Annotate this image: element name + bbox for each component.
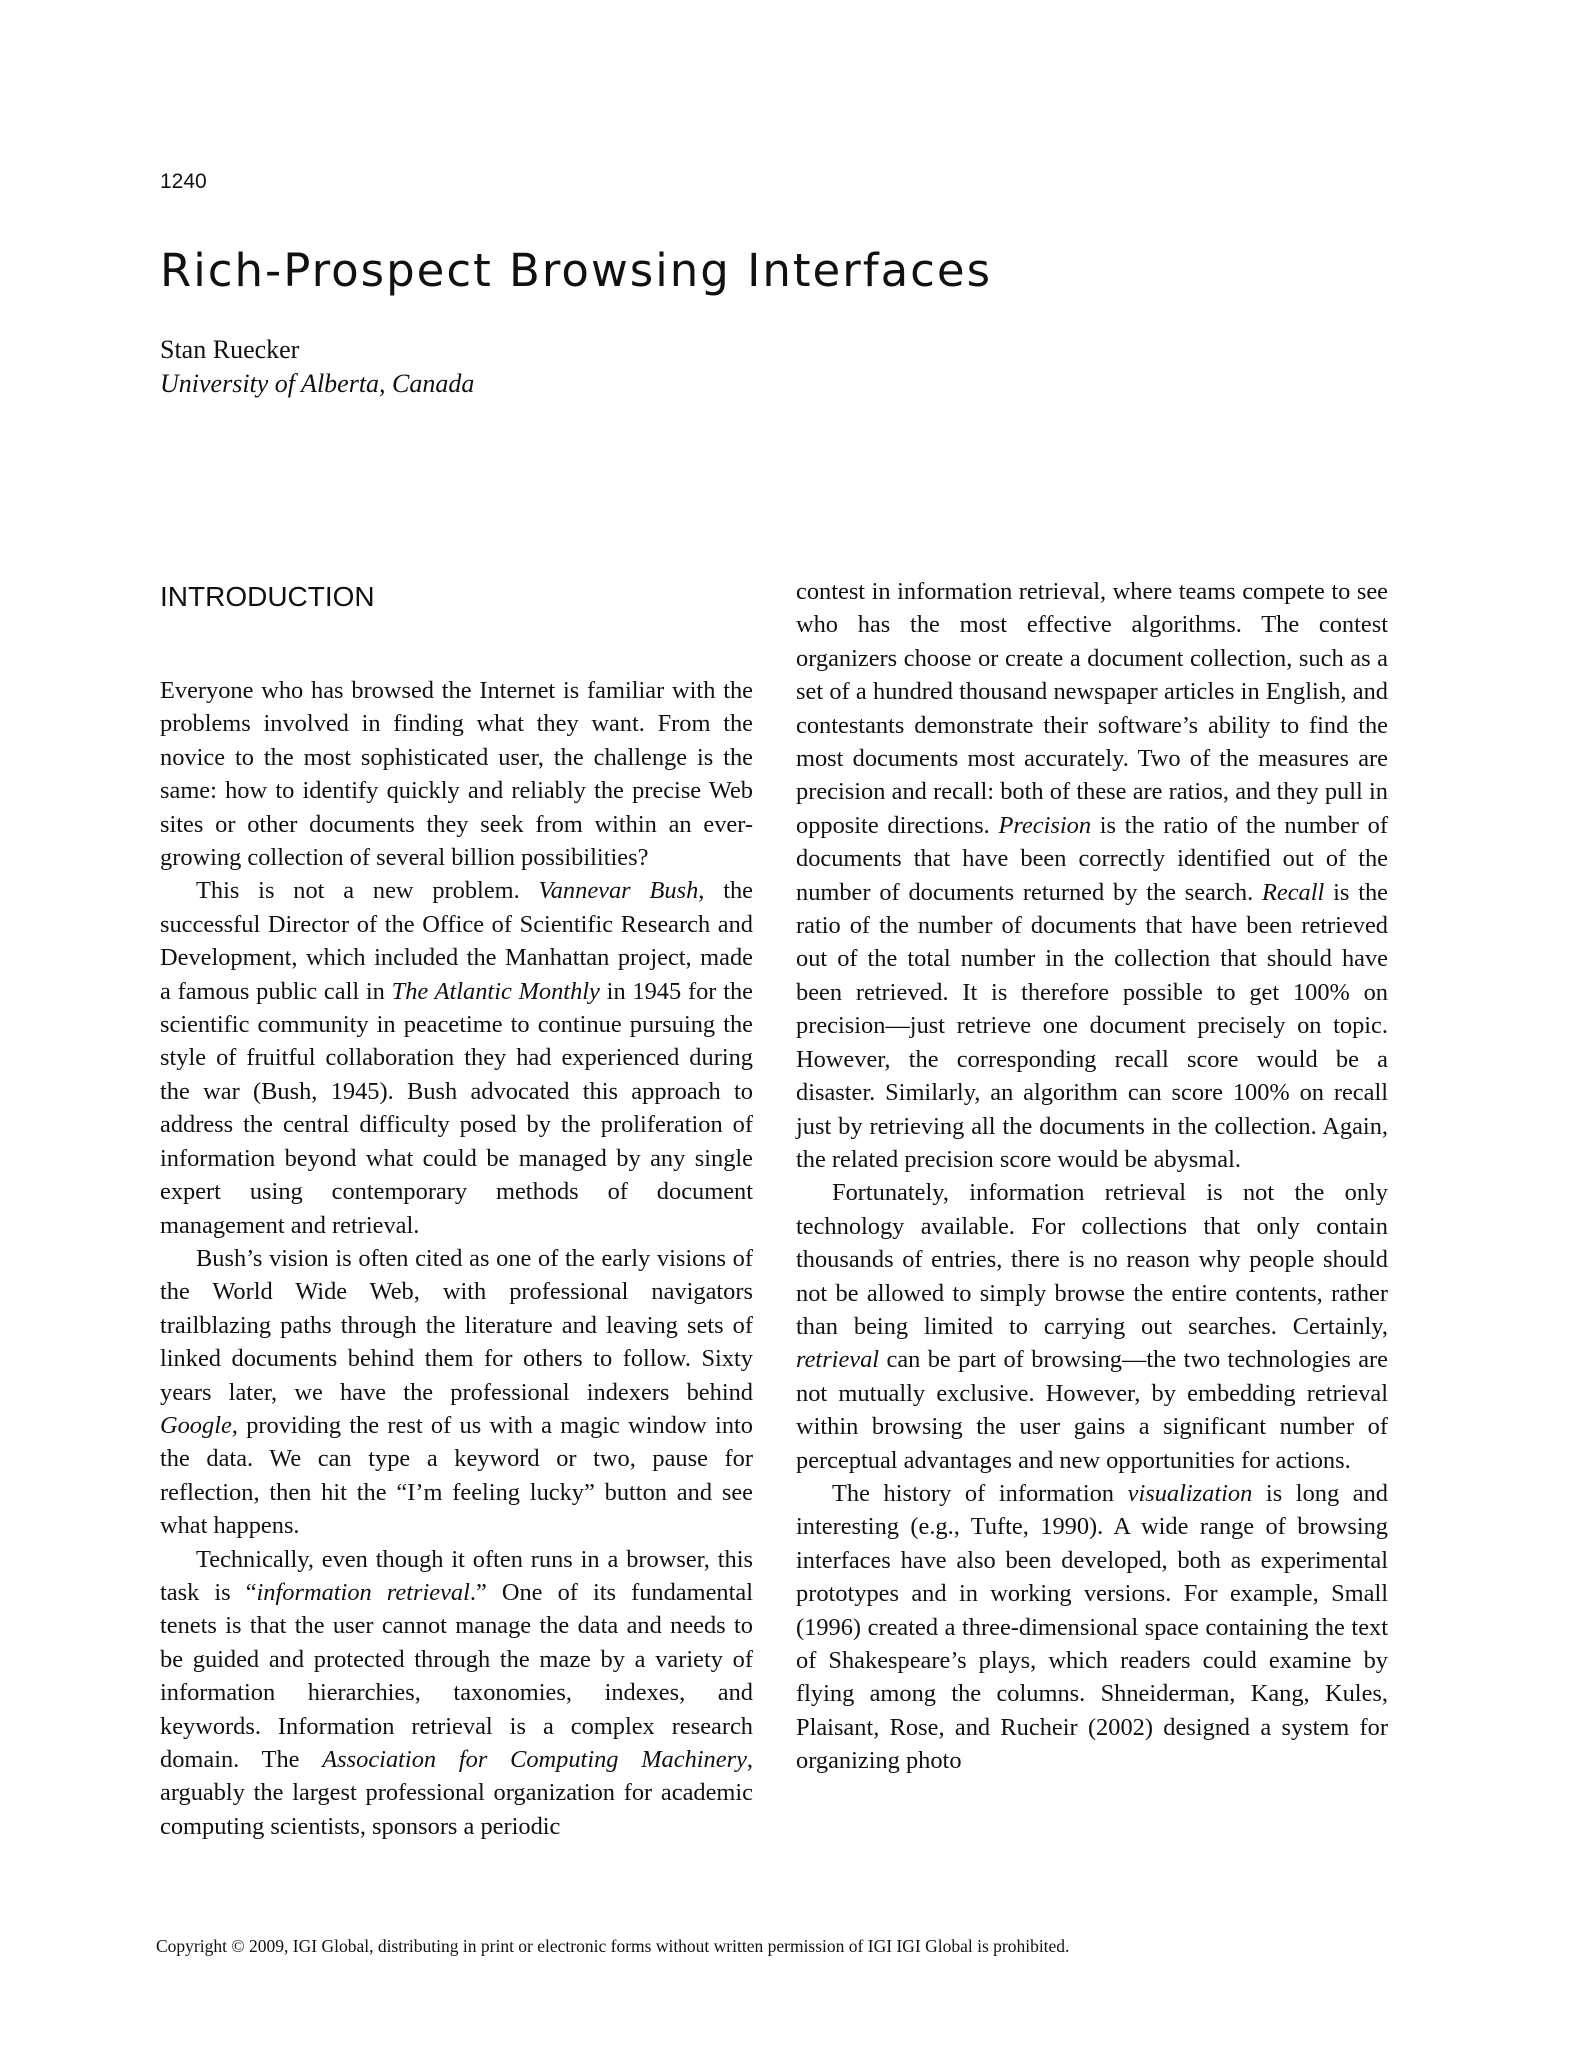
italic-text: Association for Computing Machinery [322, 1746, 747, 1773]
paragraph-text: is long and interesting (e.g., Tufte, 1990). A wide range of browsing interfaces have also been developed, both as experimental prototypes and in working versions. For example, Small (1996) created a three-dimensional space containing the text of Shakespeare’s plays, which readers could examine by flying among the columns. Shneiderman, Kang, Kules, Plaisant, Rose, and Rucheir (2002) designed a system for organizing photo [796, 1479, 1388, 1775]
paragraph-1 [160, 674, 753, 874]
paragraph-text: is the ratio of the number of documents that have been retrieved out of the total number in the collection that should have been retrieved. It is therefore possible to get 100% on precision—just retrieve one document precisely on topic. However, the corresponding recall score would be a disaster. Similarly, an algorithm can score 100% on recall just by retrieving all the documents in the collection. Again, the related precision score would be abysmal. [796, 878, 1388, 1173]
paragraph-2 [160, 874, 753, 1241]
paragraph-text: contest in information retrieval, where teams compete to see who has the most effective algorithms. The contest organizers choose or create a document collection, such as a set of a hundred thousand newspaper articles in English, and contestants demonstrate their software’s ability to find the most documents most accurately. Two of the measures are precision and recall: both of these are ratios, and they pull in opposite directions. [796, 578, 1388, 839]
paragraph-7 [796, 1477, 1388, 1778]
section-heading: INTRODUCTION [160, 581, 375, 612]
paragraph-text: Technically, even though it often runs in a browser, this task is “ [160, 1545, 753, 1606]
italic-text: visualization [1127, 1479, 1253, 1507]
paragraph-text: Fortunately, information retrieval is not the only technology available. For collections that only contain thousands of entries, there is no reason why people should not be allowed to simply browse the entire contents, rather than being limited to carrying out searches. Certainly, [796, 1179, 1388, 1340]
paragraph-text: Bush’s vision is often cited as one of the early visions of the World Wide Web, with professional navigators trailblazing paths through the literature and leaving sets of linked documents behind them for others to follow. Sixty years later, we have the professional indexers behind [160, 1244, 753, 1406]
paragraph-5 [796, 575, 1388, 1176]
author-name: Stan Ruecker [160, 335, 300, 364]
italic-text: information retrieval [256, 1578, 470, 1606]
paragraph-3 [160, 1242, 753, 1543]
paragraph-6 [796, 1176, 1388, 1477]
paragraph-text: The history of information [832, 1479, 1128, 1507]
author-affiliation: University of Alberta, Canada [160, 369, 475, 398]
paragraph-text: , arguably the largest professional organization for academic computing scientists, sponsors a periodic [160, 1746, 753, 1840]
paragraph-text: .” One of its fundamental tenets is that the user cannot manage the data and needs to be guided and protected through the maze by a variety of information hierarchies, taxonomies, indexes, and keywords. Information retrieval is a complex research domain. The [160, 1578, 753, 1773]
paragraph-4 [160, 1543, 753, 1844]
paragraph-text: providing the rest of us with a magic window into the data. We can type a keyword or two, pause for reflection, then hit the “I’m feeling lucky” button and see what happens. [160, 1411, 753, 1540]
paragraph-text: Everyone who has browsed the Internet is familiar with the problems involved in finding what they want. From the novice to the most sophisticated user, the challenge is the same: how to identify quickly and reliably the precise Web sites or other documents they seek from within an ever-growing collection of several billion possibilities? [160, 677, 753, 872]
right-column [796, 575, 1388, 1778]
paragraph-text: in 1945 for the scientific community in peacetime to continue pursuing the style of fruitful collaboration they had experienced during the war (Bush, 1945). Bush advocated this approach to address the central difficulty posed by the proliferation of information beyond what could be managed by any single expert using contemporary methods of document management and retrieval. [160, 977, 753, 1239]
italic-text: Precision [998, 811, 1092, 839]
paragraph-text: is the ratio of the number of documents that have been correctly identified out of the number of documents returned by the search. [796, 811, 1388, 906]
italic-text: Recall [1262, 878, 1325, 906]
italic-text: Vannevar Bush, [538, 877, 705, 905]
paragraph-text: This is not a new problem. [196, 877, 539, 905]
left-column [160, 575, 753, 1843]
paragraph-text: can be part of browsing—the two technologies are not mutually exclusive. However, by embedding retrieval within browsing the user gains a significant number of perceptual advantages and new opportunities for actions. [796, 1346, 1388, 1474]
italic-text: retrieval [796, 1346, 880, 1374]
copyright-footer: Copyright © 2009, IGI Global, distributing in print or electronic forms without written permission of IGI IGI Global is prohibited. [156, 1936, 1070, 1956]
italic-text: The Atlantic Monthly [391, 977, 600, 1005]
paragraph-text: the successful Director of the Office of Scientific Research and Development, which included the Manhattan project, made a famous public call in [160, 877, 753, 1005]
italic-text: Google, [160, 1411, 238, 1439]
article-title: Rich-Prospect Browsing Interfaces [160, 244, 993, 297]
page-number: 1240 [160, 170, 207, 193]
